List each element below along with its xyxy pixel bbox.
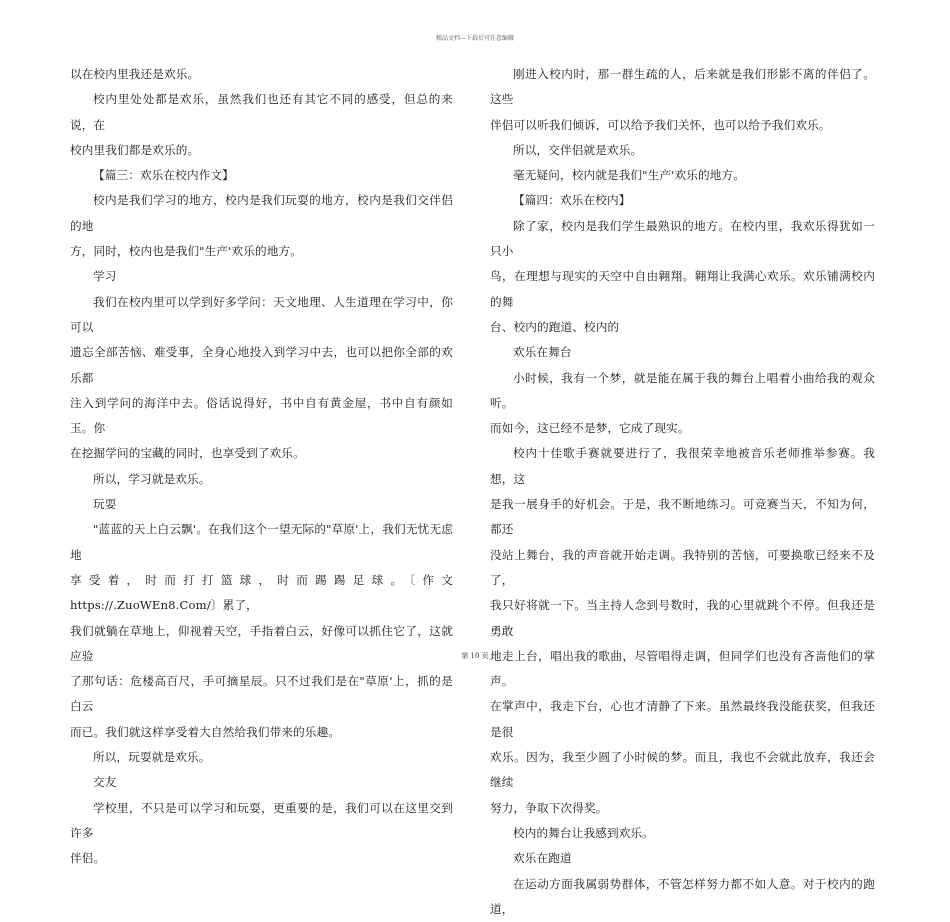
text-line: 我们在校内里可以学到好多学问：天文地理、人生道理在学习中，你可以 xyxy=(70,290,453,341)
text-line: 台、校内的跑道、校内的 xyxy=(490,315,875,340)
text-line: 校内里处处都是欢乐，虽然我们也还有其它不同的感受，但总的来说，在 xyxy=(70,87,453,138)
text-line: 而如今，这已经不是梦，它成了现实。 xyxy=(490,416,875,441)
page-header: 精品文档---下载后可任意编辑 xyxy=(0,33,950,42)
text-line: 注入到学问的海洋中去。俗话说得好，书中自有黄金屋，书中自有颜如玉。你 xyxy=(70,391,453,442)
text-line: 除了家，校内是我们学生最熟识的地方。在校内里，我欢乐得犹如一只小 xyxy=(490,214,875,265)
text-line: 是我一展身手的好机会。于是，我不断地练习。可竞赛当天，不知为何，都还 xyxy=(490,492,875,543)
text-line: 没站上舞台，我的声音就开始走调。我特别的苦恼，可要换歌已经来不及了， xyxy=(490,543,875,594)
text-line: 遗忘全部苦恼、难受事，全身心地投入到学习中去，也可以把你全部的欢乐都 xyxy=(70,340,453,391)
left-column xyxy=(70,62,453,872)
text-line: 在运动方面我属弱势群体，不管怎样努力都不如人意。对于校内的跑道， xyxy=(490,872,875,922)
text-line: 玩耍 xyxy=(70,492,453,517)
text-line: 伴侣可以听我们倾诉，可以给予我们关怀，也可以给予我们欢乐。 xyxy=(490,113,875,138)
text-line: 校内是我们学习的地方，校内是我们玩耍的地方，校内是我们交伴侣的地 xyxy=(70,188,453,239)
text-line: 努力，争取下次得奖。 xyxy=(490,796,875,821)
text-line: 所以，玩耍就是欢乐。 xyxy=(70,745,453,770)
text-line: 刚进入校内时，那一群生疏的人，后来就是我们形影不离的伴侣了。这些 xyxy=(490,62,875,113)
text-line: 小时候，我有一个梦，就是能在属于我的舞台上唱着小曲给我的观众听。 xyxy=(490,366,875,417)
text-line: 校内十佳歌手赛就要进行了，我很荣幸地被音乐老师推举参赛。我想，这 xyxy=(490,441,875,492)
text-line: 地走上台，唱出我的歌曲，尽管唱得走调，但同学们也没有吝啬他们的掌声。 xyxy=(490,644,875,695)
text-line: 我们就躺在草地上，仰视着天空，手指着白云，好像可以抓住它了，这就应验 xyxy=(70,619,453,670)
text-line: 所以，学习就是欢乐。 xyxy=(70,467,453,492)
text-line: 所以，交伴侣就是欢乐。 xyxy=(490,138,875,163)
page-number: 第 10 页 xyxy=(0,651,950,661)
text-line: 学习 xyxy=(70,264,453,289)
text-line: 鸟，在理想与现实的天空中自由翱翔。翱翔让我满心欢乐。欢乐铺满校内的舞 xyxy=(490,264,875,315)
text-line: "蓝蓝的天上白云飘'。在我们这个一望无际的"草原'上，我们无忧无虑地 xyxy=(70,517,453,568)
right-column xyxy=(490,62,875,922)
text-line: 我只好将就一下。当主持人念到号数时，我的心里就跳个不停。但我还是勇敢 xyxy=(490,593,875,644)
text-line: 欢乐。因为，我至少圆了小时候的梦。而且，我也不会就此放弃，我还会继续 xyxy=(490,745,875,796)
text-line: 欢乐在舞台 xyxy=(490,340,875,365)
text-line: 交友 xyxy=(70,770,453,795)
text-line: 学校里，不只是可以学习和玩耍，更重要的是，我们可以在这里交到许多 xyxy=(70,796,453,847)
text-line: 伴侣。 xyxy=(70,846,453,871)
text-line: 享受着，时而打打篮球，时而踢踢足球。〔作文https://.ZuoWEn8.Com/〕累了， xyxy=(70,568,453,619)
text-line: 毫无疑问，校内就是我们"生产'欢乐的地方。 xyxy=(490,163,875,188)
text-line: 校内的舞台让我感到欢乐。 xyxy=(490,821,875,846)
text-line: 而已。我们就这样享受着大自然给我们带来的乐趣。 xyxy=(70,720,453,745)
text-line: 方，同时，校内也是我们"生产'欢乐的地方。 xyxy=(70,239,453,264)
text-line: 【篇三：欢乐在校内作文】 xyxy=(70,163,453,188)
text-line: 在掌声中，我走下台，心也才清静了下来。虽然最终我没能获奖，但我还是很 xyxy=(490,694,875,745)
text-line: 欢乐在跑道 xyxy=(490,846,875,871)
text-line: 【篇四：欢乐在校内】 xyxy=(490,188,875,213)
text-line: 以在校内里我还是欢乐。 xyxy=(70,62,453,87)
text-line: 在挖掘学问的宝藏的同时，也享受到了欢乐。 xyxy=(70,441,453,466)
text-line: 了那句话：危楼高百尺，手可摘星辰。只不过我们是在"草原'上，抓的是白云 xyxy=(70,669,453,720)
text-line: 校内里我们都是欢乐的。 xyxy=(70,138,453,163)
